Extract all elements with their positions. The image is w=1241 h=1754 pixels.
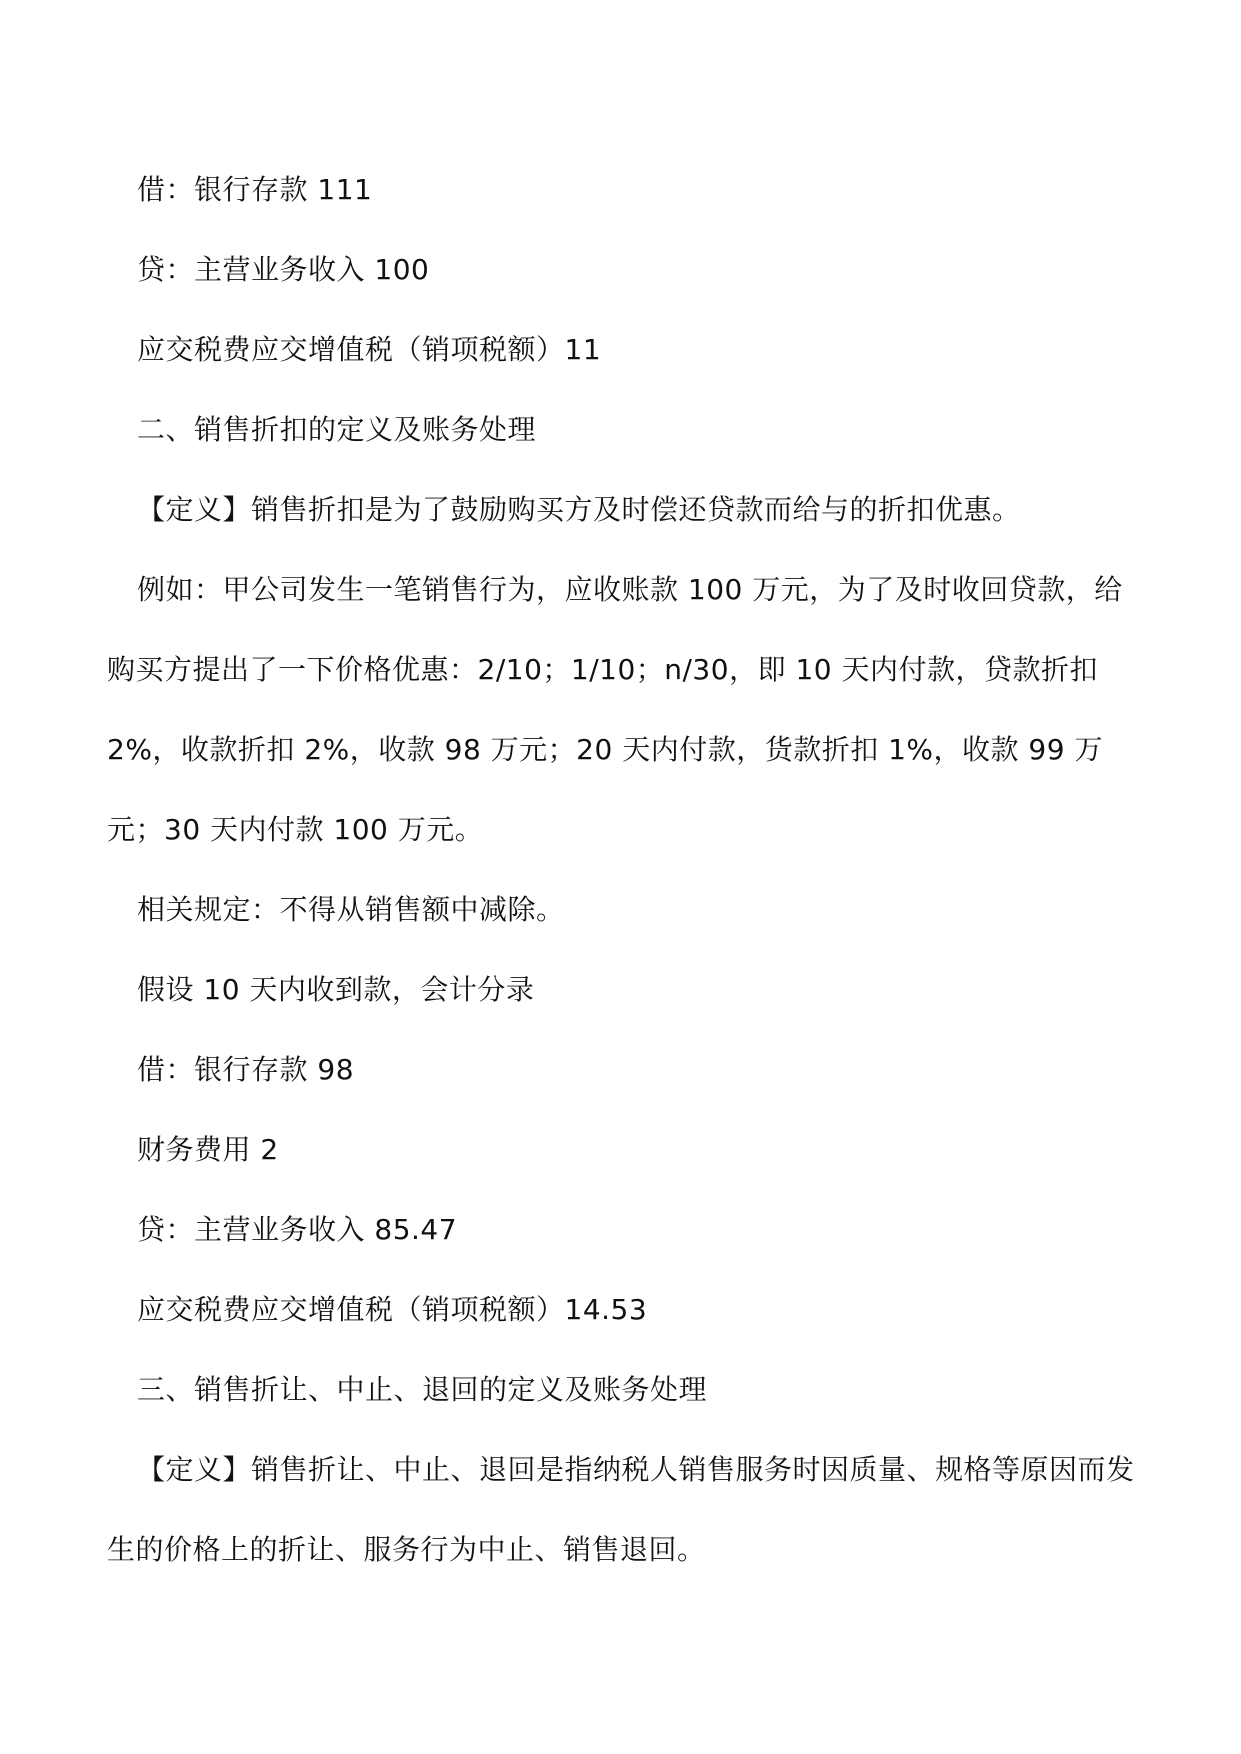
paragraph-credit-revenue-85: 贷：主营业务收入 85.47 [137, 1213, 458, 1246]
paragraph-assumption: 假设 10 天内收到款，会计分录 [137, 973, 535, 1006]
paragraph-definition-sales-allowance: 【定义】销售折让、中止、退回是指纳税人销售服务时因质量、规格等原因而发生的价格上的折让、服务行为中止、销售退回。 [107, 1453, 1135, 1566]
paragraph-credit-revenue-100: 贷：主营业务收入 100 [137, 253, 430, 286]
paragraph-rule: 相关规定：不得从销售额中减除。 [137, 893, 565, 926]
section-heading-sales-discount: 二、销售折扣的定义及账务处理 [137, 413, 537, 446]
paragraph-definition-sales-discount: 【定义】销售折扣是为了鼓励购买方及时偿还贷款而给与的折扣优惠。 [137, 493, 1021, 526]
paragraph-vat-11: 应交税费应交增值税（销项税额）11 [137, 333, 602, 366]
paragraph-debit-bank-98: 借：银行存款 98 [137, 1053, 355, 1086]
paragraph-vat-14: 应交税费应交增值税（销项税额）14.53 [137, 1293, 648, 1326]
section-heading-sales-allowance: 三、销售折让、中止、退回的定义及账务处理 [137, 1373, 708, 1406]
paragraph-finance-expense: 财务费用 2 [137, 1133, 279, 1166]
paragraph-example: 例如：甲公司发生一笔销售行为，应收账款 100 万元，为了及时收回贷款，给购买方提出了一下价格优惠：2/10；1/10；n/30，即 10 天内付款，贷款折扣 2%，收款折扣 2%，收款 98 万元；20 天内付款，货款折扣 1%，收款 99 万元；30 天内付款 100 万元。 [107, 573, 1123, 846]
paragraph-debit-bank-111: 借：银行存款 111 [137, 173, 373, 206]
